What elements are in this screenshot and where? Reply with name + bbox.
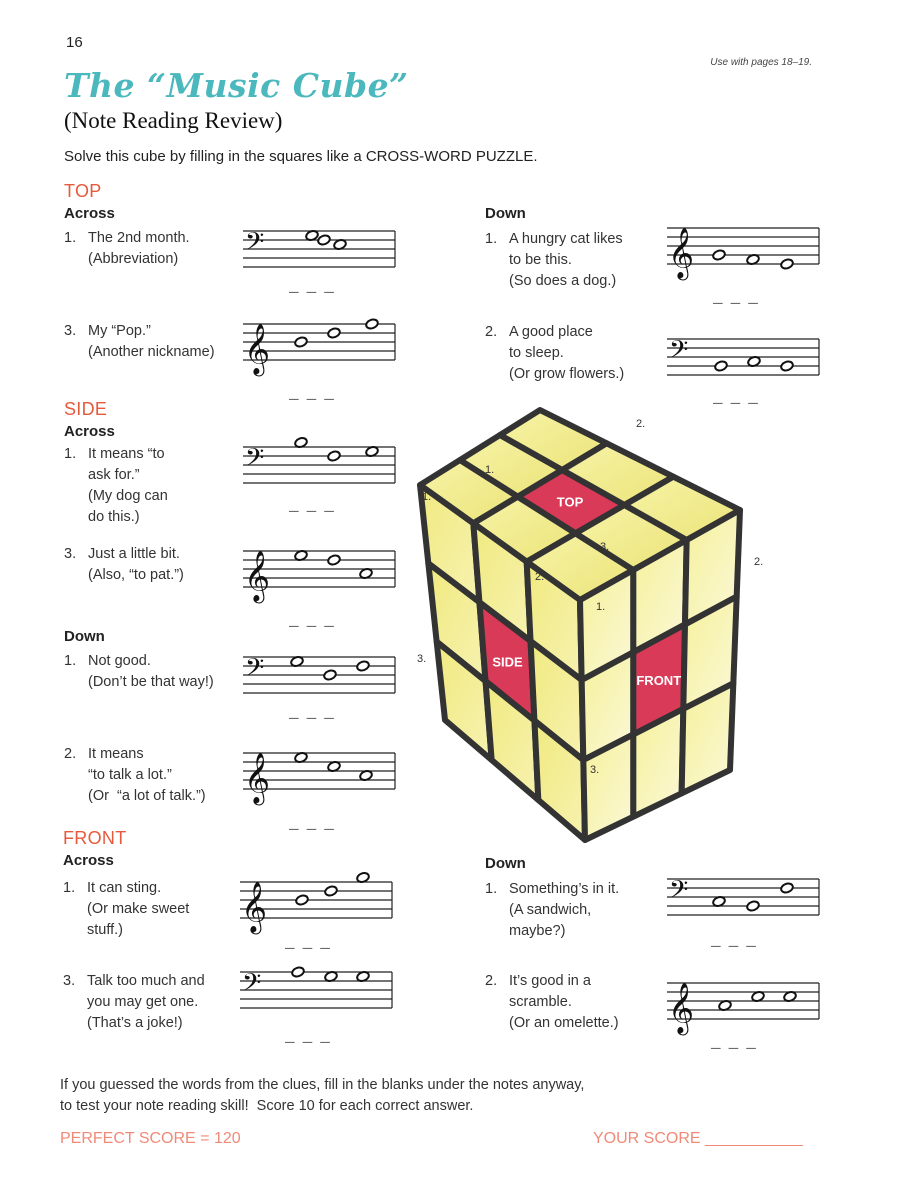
- page-number: 16: [66, 34, 83, 51]
- whole-note: [365, 318, 379, 330]
- top-across-label: Across: [64, 205, 115, 222]
- cube-num-top-1: 1.: [485, 464, 495, 476]
- cube-num-front-2: 2.: [754, 556, 764, 568]
- staff-top-across-3: [243, 318, 398, 375]
- page-title: The “Music Cube”: [64, 66, 409, 105]
- page-subtitle: (Note Reading Review): [64, 108, 283, 133]
- staff-top-down-1: [667, 222, 822, 279]
- clue-side-across-1: 1. It means “to ask for.” (My dog can do this.): [64, 446, 168, 525]
- staff-front-across-3: [240, 966, 395, 1014]
- whole-note: [780, 258, 794, 270]
- whole-note: [291, 966, 305, 978]
- music-cube: [400, 400, 840, 860]
- staff-front-down-1: [667, 873, 822, 921]
- whole-note: [317, 234, 331, 246]
- staff-top-down-2: [667, 333, 822, 381]
- clue-side-down-2: 2. It means “to talk a lot.” (Or “a lot of talk.”): [64, 746, 206, 804]
- staff-side-across-3: [243, 545, 398, 602]
- staff-side-down-1: [243, 651, 398, 699]
- whole-note: [327, 554, 341, 566]
- treble-clef-icon: 𝄞: [244, 323, 271, 375]
- clue-front-across-1: 1. It can sting. (Or make sweet stuff.): [63, 880, 190, 938]
- blank-top-across-1[interactable]: ___: [289, 278, 342, 296]
- blank-side-down-2[interactable]: ___: [289, 815, 342, 833]
- cube-top-label: TOP: [556, 494, 584, 510]
- whole-note: [294, 336, 308, 348]
- bass-clef-icon: 𝄢: [245, 443, 265, 479]
- clue-top-across-3: 3. My “Pop.” (Another nickname): [64, 323, 215, 360]
- side-across-label: Across: [64, 423, 115, 440]
- clue-front-down-2: 2. It’s good in a scramble. (Or an omelette.): [485, 973, 619, 1031]
- treble-clef-icon: 𝄞: [668, 982, 695, 1034]
- perfect-score: PERFECT SCORE = 120: [60, 1130, 241, 1147]
- cube-num-front-3: 3.: [590, 764, 600, 776]
- blank-front-across-1[interactable]: ___: [285, 934, 338, 952]
- bass-clef-icon: 𝄢: [669, 875, 689, 911]
- top-down-label: Down: [485, 205, 526, 222]
- blank-top-down-2[interactable]: ___: [713, 389, 766, 407]
- cube-num-front-1: 1.: [596, 601, 606, 613]
- whole-note: [714, 360, 728, 372]
- whole-note: [323, 669, 337, 681]
- front-across-label: Across: [63, 852, 114, 869]
- cube-front-label: FRONT: [636, 673, 682, 688]
- front-down-label: Down: [485, 855, 526, 872]
- whole-note: [746, 900, 760, 912]
- blank-top-across-3[interactable]: ___: [289, 385, 342, 403]
- whole-note: [327, 450, 341, 462]
- section-heading-side: SIDE: [64, 399, 108, 419]
- section-heading-front: FRONT: [63, 828, 127, 848]
- clue-side-down-1: 1. Not good. (Don’t be that way!): [64, 653, 214, 690]
- blank-top-down-1[interactable]: ___: [713, 289, 766, 307]
- bass-clef-icon: 𝄢: [245, 653, 265, 689]
- clue-front-across-3: 3. Talk too much and you may get one. (That’s a joke!): [63, 973, 205, 1031]
- cube-num-top-3: 3.: [600, 541, 610, 553]
- instructions: Solve this cube by filling in the squares like a CROSS-WORD PUZZLE.: [64, 148, 538, 165]
- cube-num-side-3: 3.: [417, 653, 427, 665]
- clue-side-across-3: 3. Just a little bit. (Also, “to pat.”): [64, 546, 184, 583]
- treble-clef-icon: 𝄞: [244, 550, 271, 602]
- clue-top-down-2: 2. A good place to sleep. (Or grow flowers.): [485, 324, 625, 382]
- whole-note: [324, 885, 338, 897]
- whole-note: [356, 660, 370, 672]
- blank-front-down-1[interactable]: ___: [711, 932, 764, 950]
- blank-side-across-1[interactable]: ___: [289, 497, 342, 515]
- use-note: Use with pages 18–19.: [710, 57, 812, 68]
- side-down-label: Down: [64, 628, 105, 645]
- staff-front-across-1: [240, 876, 395, 933]
- cube-side-label: SIDE: [492, 654, 523, 670]
- staff-side-down-2: [243, 747, 398, 804]
- footer-instructions: If you guessed the words from the clues, fill in the blanks under the notes anyway, to test your note reading skill! Score 10 for each correct answer.: [60, 1077, 585, 1114]
- clue-top-down-1: 1. A hungry cat likes to be this. (So does a dog.): [485, 231, 623, 289]
- blank-side-across-3[interactable]: ___: [289, 612, 342, 630]
- staff-side-across-1: [243, 441, 398, 489]
- staff-top-across-1: [243, 225, 398, 273]
- treble-clef-icon: 𝄞: [668, 227, 695, 279]
- bass-clef-icon: 𝄢: [669, 335, 689, 371]
- bass-clef-icon: 𝄢: [245, 227, 265, 263]
- clue-top-across-1: 1. The 2nd month. (Abbreviation): [64, 230, 190, 267]
- blank-front-down-2[interactable]: ___: [711, 1034, 764, 1052]
- whole-note: [780, 882, 794, 894]
- whole-note: [327, 327, 341, 339]
- whole-note: [712, 249, 726, 261]
- staff-front-down-2: [667, 977, 822, 1034]
- bass-clef-icon: 𝄢: [242, 968, 262, 1004]
- cube-num-top-2: 2.: [636, 418, 646, 430]
- section-heading-top: TOP: [64, 181, 102, 201]
- whole-note: [780, 360, 794, 372]
- clue-front-down-1: 1. Something’s in it. (A sandwich, maybe?): [485, 881, 620, 939]
- your-score[interactable]: YOUR SCORE ___________: [593, 1130, 803, 1147]
- treble-clef-icon: 𝄞: [241, 881, 268, 933]
- blank-front-across-3[interactable]: ___: [285, 1028, 338, 1046]
- cube-num-side-2: 2.: [535, 571, 545, 583]
- whole-note: [295, 894, 309, 906]
- blank-side-down-1[interactable]: ___: [289, 704, 342, 722]
- treble-clef-icon: 𝄞: [244, 752, 271, 804]
- cube-num-side-1: 1.: [422, 491, 432, 503]
